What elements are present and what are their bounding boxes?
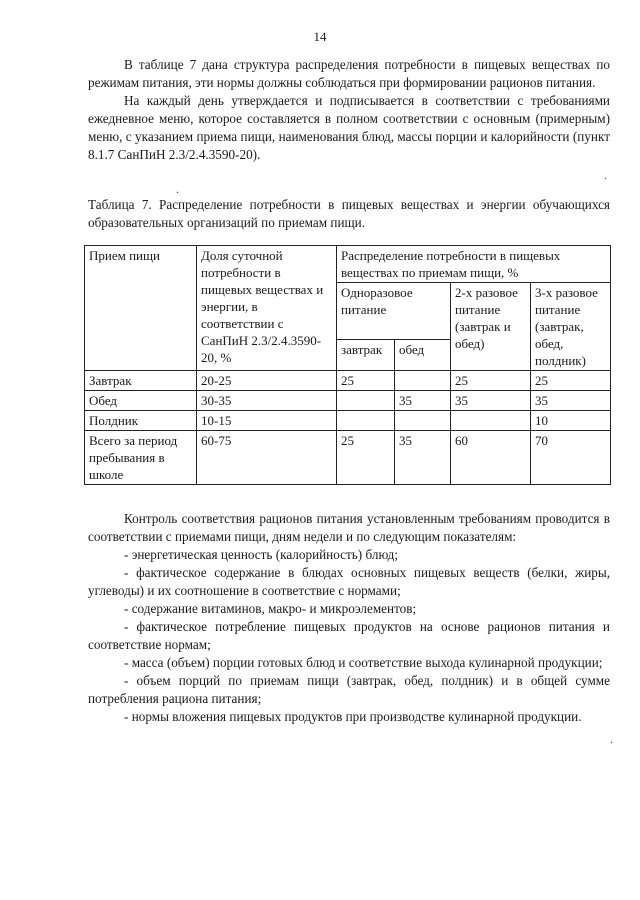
control-intro: Контроль соответствия рационов питания установленным требованиям проводится в соответствии с приемами пищи, дням недели и по следующим показателям: <box>88 511 610 544</box>
cell-single-lunch: 35 <box>395 431 451 485</box>
cell-double: 60 <box>451 431 531 485</box>
table-row <box>85 411 611 431</box>
cell-share: 30-35 <box>197 391 337 411</box>
cell-meal: Всего за период пребывания в школе <box>85 431 197 485</box>
cell-single-lunch <box>395 371 451 391</box>
cell-single-lunch <box>395 411 451 431</box>
header-breakfast: завтрак <box>337 340 395 371</box>
cell-single-lunch: 35 <box>395 391 451 411</box>
cell-share: 60-75 <box>197 431 337 485</box>
cell-meal: Полдник <box>85 411 197 431</box>
scan-speck: . <box>604 168 607 182</box>
cell-double <box>451 411 531 431</box>
cell-single-breakfast <box>337 411 395 431</box>
table-row <box>85 431 611 485</box>
cell-triple: 25 <box>531 371 611 391</box>
cell-triple: 10 <box>531 411 611 431</box>
intro-paragraph-1: В таблице 7 дана структура распределения потребности в пищевых веществах по режимам питания, эти нормы должны соблюдаться при формировании рационов питания. <box>88 57 610 90</box>
control-item: - энергетическая ценность (калорийность) блюд; <box>124 547 398 562</box>
cell-double: 25 <box>451 371 531 391</box>
page-number: 14 <box>313 29 327 44</box>
header-distribution: Распределение потребности в пищевых веществах по приемам пищи, % <box>337 246 611 283</box>
control-item: - фактическое содержание в блюдах основных пищевых веществ (белки, жиры, углеводы) и их соотношение в соответствие с нормами; <box>88 565 610 598</box>
cell-share: 10-15 <box>197 411 337 431</box>
cell-single-breakfast: 25 <box>337 371 395 391</box>
header-daily-share: Доля суточной потребности в пищевых веществах и энергии, в соответствии с СанПиН 2.3/2.4.3590-20, % <box>197 246 337 371</box>
header-lunch: обед <box>395 340 451 371</box>
scan-speck: . <box>176 182 179 196</box>
cell-single-breakfast: 25 <box>337 431 395 485</box>
table-row <box>85 371 611 391</box>
control-item: - масса (объем) порции готовых блюд и соответствие выхода кулинарной продукции; <box>124 655 603 670</box>
header-single: Одноразовое питание <box>337 283 451 340</box>
control-section <box>88 510 610 726</box>
control-item: - содержание витаминов, макро- и микроэлементов; <box>124 601 417 616</box>
intro-paragraph-2: На каждый день утверждается и подписывается в соответствии с требованиями ежедневное меню, которое составляется в полном соответствии с основным (примерным) меню, с указанием приема пищи, наименования блюд, массы порции и калорийности (пункт 8.1.7 СанПиН 2.3/2.4.3590-20). <box>88 93 610 162</box>
cell-triple: 70 <box>531 431 611 485</box>
control-item: - фактическое потребление пищевых продуктов на основе рационов питания и соответствие нормам; <box>88 619 610 652</box>
table-caption-block <box>88 196 610 232</box>
table-row <box>85 391 611 411</box>
cell-meal: Завтрак <box>85 371 197 391</box>
header-triple: 3-х разовое питание (завтрак, обед, полдник) <box>531 283 611 371</box>
header-double: 2-х разовое питание (завтрак и обед) <box>451 283 531 371</box>
table-caption: Таблица 7. Распределение потребности в пищевых веществах и энергии обучающихся образовательных организаций по приемам пищи. <box>88 197 610 230</box>
header-meal: Прием пищи <box>85 246 197 371</box>
control-item: - нормы вложения пищевых продуктов при производстве кулинарной продукции. <box>124 709 582 724</box>
intro-section <box>88 56 610 164</box>
cell-double: 35 <box>451 391 531 411</box>
distribution-table <box>84 245 611 485</box>
control-item: - объем порций по приемам пищи (завтрак, обед, полдник) и в общей сумме потребления рациона питания; <box>88 673 610 706</box>
scan-speck: . <box>610 732 613 746</box>
cell-single-breakfast <box>337 391 395 411</box>
cell-share: 20-25 <box>197 371 337 391</box>
cell-triple: 35 <box>531 391 611 411</box>
table-header-row <box>85 246 611 283</box>
cell-meal: Обед <box>85 391 197 411</box>
